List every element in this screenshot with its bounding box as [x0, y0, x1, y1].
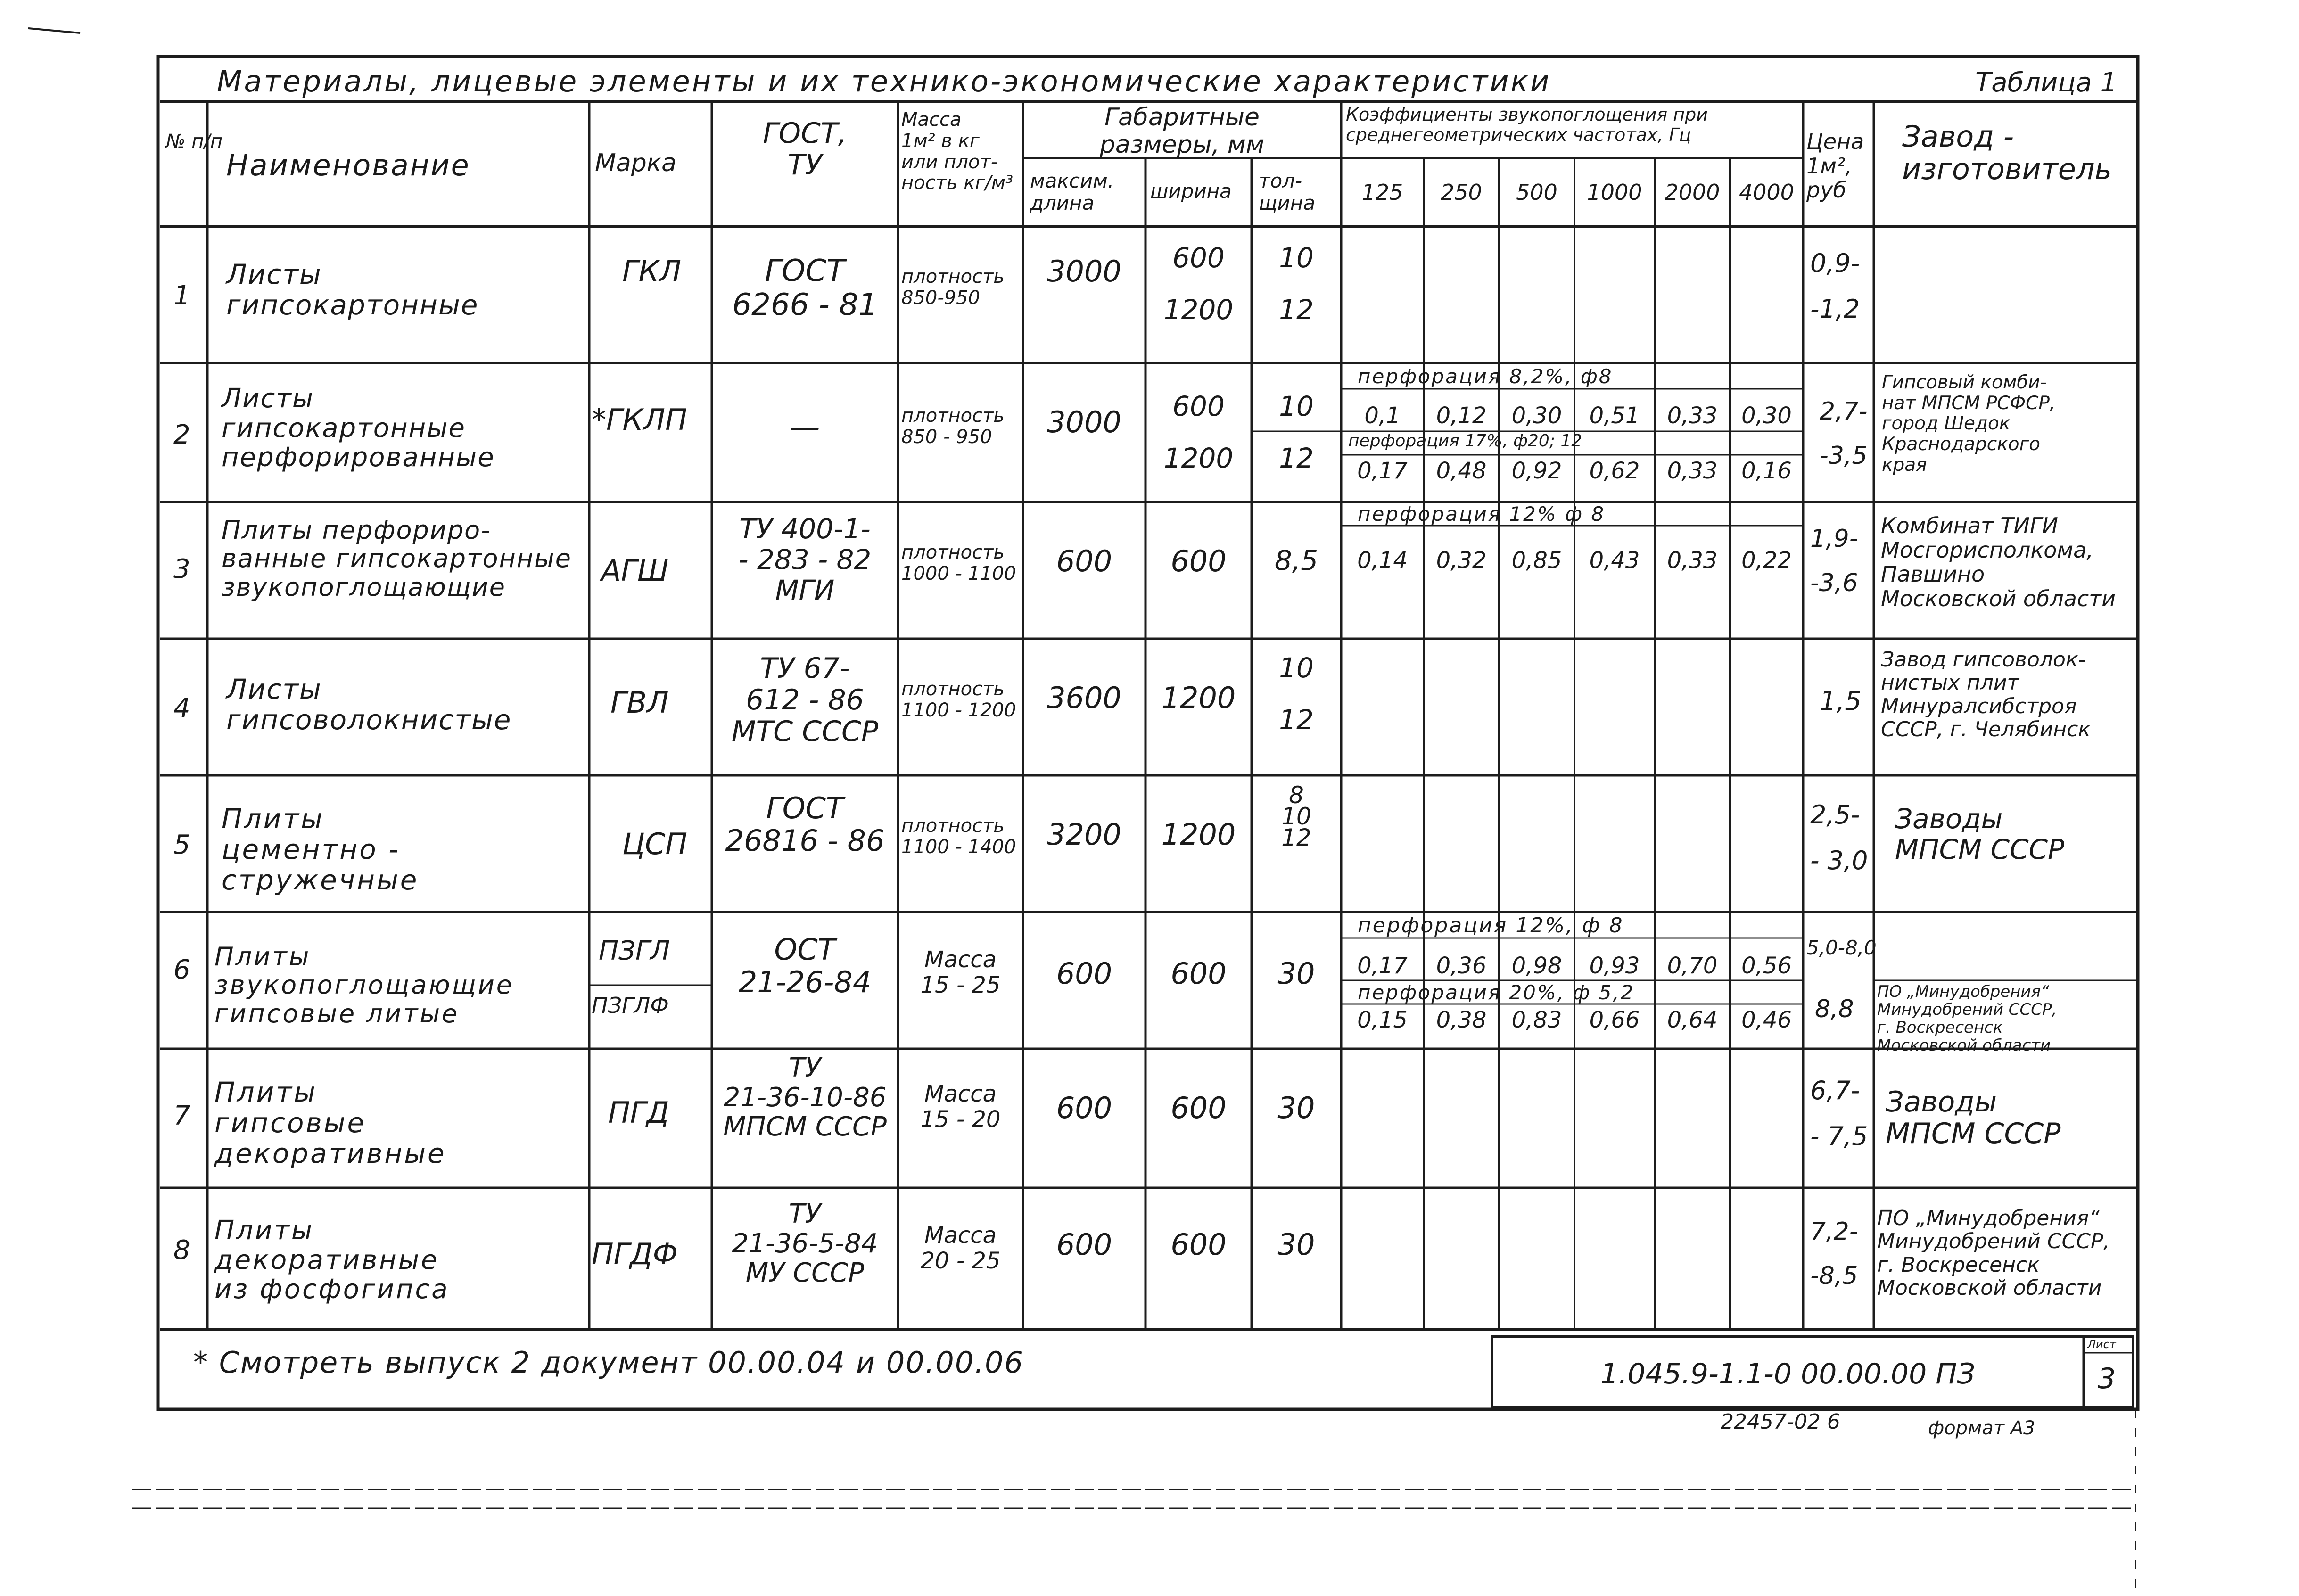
header-mass: Масса 1м² в кг или плот- ность кг/м³: [901, 109, 1014, 194]
coef-row3-4000: 0,22: [1741, 547, 1792, 574]
stamp-sheet-label: Лист: [2087, 1338, 2116, 1351]
row6-mark2: ПЗГЛФ: [592, 993, 669, 1018]
row2-name: Листы гипсокартонные перфорированные: [222, 383, 495, 473]
row3-num: 3: [173, 554, 190, 584]
freq-125: 125: [1361, 180, 1403, 205]
row1-num: 1: [173, 280, 190, 311]
row6-price2: 8,8: [1815, 995, 1854, 1023]
row7-length: 600: [1056, 1091, 1112, 1125]
row4-thickness: 10 12: [1279, 652, 1314, 736]
coef-row3-125: 0,14: [1357, 547, 1408, 574]
row5-width: 1200: [1161, 817, 1236, 852]
row8-price: 7,2- -8,5: [1810, 1218, 1858, 1290]
coef-row2-b-4000: 0,16: [1741, 458, 1792, 484]
coef-row3-250: 0,32: [1436, 547, 1487, 574]
row2-length: 3000: [1047, 405, 1121, 439]
coef-row6-b-125: 0,15: [1357, 1007, 1408, 1033]
row8-gost: ТУ 21-36-5-84 МУ СССР: [732, 1199, 878, 1289]
row1-width: 600 1200: [1163, 242, 1234, 326]
row8-length: 600: [1056, 1227, 1112, 1262]
row3-thickness: 8,5: [1274, 544, 1318, 576]
row5-length: 3200: [1047, 817, 1121, 852]
row1-gost: ГОСТ 6266 - 81: [732, 254, 878, 322]
footnote: * Смотреть выпуск 2 документ 00.00.04 и 00.00.06: [193, 1345, 1024, 1380]
row2-maker: Гипсовый комби- нат МПСМ РСФСР, город Шедок Краснодарского края: [1882, 372, 2056, 476]
coef-row6-a-125: 0,17: [1357, 953, 1408, 979]
format-label: формат А3: [1928, 1417, 2035, 1439]
row4-name: Листы гипсоволокнистые: [226, 673, 512, 736]
coef-row2-b-2000: 0,33: [1667, 458, 1718, 484]
coef-row2-a-250: 0,12: [1436, 403, 1487, 429]
coef-row6-b-500: 0,83: [1511, 1007, 1562, 1033]
table-title: Материалы, лицевые элементы и их технико-экономические характеристики: [217, 64, 1551, 99]
header-num: № п/п: [166, 131, 223, 152]
coef-row6-a-2000: 0,70: [1667, 953, 1718, 979]
row3-perforation: перфорация 12% ф 8: [1358, 502, 1606, 526]
coef-row6-b-4000: 0,46: [1741, 1007, 1792, 1033]
row6-price: 5,0-8,0: [1806, 936, 1877, 959]
freq-1000: 1000: [1587, 180, 1642, 205]
row4-num: 4: [173, 693, 190, 724]
row7-width: 600: [1170, 1091, 1227, 1125]
coef-row2-a-2000: 0,33: [1667, 403, 1718, 429]
coef-row2-b-250: 0,48: [1436, 458, 1487, 484]
row4-price: 1,5: [1820, 686, 1862, 716]
freq-4000: 4000: [1739, 180, 1795, 205]
row6-num: 6: [173, 954, 190, 985]
row7-maker: Заводы МПСМ СССР: [1886, 1086, 2061, 1151]
coef-row6-a-1000: 0,93: [1589, 953, 1640, 979]
row5-price: 2,5- - 3,0: [1810, 800, 1868, 876]
coef-row3-2000: 0,33: [1667, 547, 1718, 574]
row3-mass: плотность 1000 - 1100: [901, 542, 1016, 584]
header-gost: ГОСТ, ТУ: [763, 117, 847, 182]
row3-width: 600: [1170, 544, 1227, 578]
row1-mass: плотность 850-950: [901, 266, 1005, 309]
row6-perforation-b: перфорация 20%, ф 5,2: [1358, 981, 1635, 1004]
row2-num: 2: [173, 420, 190, 450]
row6-length: 600: [1056, 956, 1112, 991]
row3-price: 1,9- -3,6: [1810, 525, 1858, 597]
row3-length: 600: [1056, 544, 1112, 578]
row6-maker: ПО „Минудобрения“ Минудобрений СССР, г. Воскресенск Московской области: [1877, 982, 2057, 1055]
row2-thickness: 10 12: [1279, 390, 1314, 475]
coef-row2-a-1000: 0,51: [1589, 403, 1640, 429]
coef-row2-a-500: 0,30: [1511, 403, 1562, 429]
row2-perforation-a: перфорация 8,2%, ф8: [1358, 365, 1613, 388]
freq-500: 500: [1516, 180, 1557, 205]
row5-num: 5: [173, 830, 190, 860]
row7-mark: ПГД: [608, 1095, 669, 1130]
row4-gost: ТУ 67- 612 - 86 МТС СССР: [731, 652, 879, 749]
row4-maker: Завод гипсоволок- нистых плит Минуралсибстроя СССР, г. Челябинск: [1881, 648, 2091, 741]
header-dims: Габаритные размеры, мм: [1099, 103, 1265, 159]
header-maker: Завод - изготовитель: [1902, 119, 2112, 187]
row8-mark: ПГДФ: [592, 1237, 678, 1271]
row4-mass: плотность 1100 - 1200: [901, 678, 1016, 721]
row2-width: 600 1200: [1163, 390, 1234, 475]
header-mark: Марка: [595, 149, 677, 177]
row4-width: 1200: [1161, 681, 1236, 715]
row8-width: 600: [1170, 1227, 1227, 1262]
row5-mark: ЦСП: [622, 827, 688, 861]
coef-row6-b-2000: 0,64: [1667, 1007, 1718, 1033]
row1-length: 3000: [1047, 254, 1121, 288]
row6-thickness: 30: [1277, 956, 1315, 991]
row2-mass: плотность 850 - 950: [901, 405, 1005, 448]
row2-perforation-b: перфорация 17%, ф20; 12: [1348, 431, 1582, 451]
row6-width: 600: [1170, 956, 1227, 991]
row5-mass: плотность 1100 - 1400: [901, 815, 1016, 858]
header-dim-thickness: тол- щина: [1259, 169, 1316, 215]
row2-gost: —: [790, 410, 820, 445]
row5-maker: Заводы МПСМ СССР: [1895, 803, 2065, 865]
coef-row6-b-1000: 0,66: [1589, 1007, 1640, 1033]
row8-name: Плиты декоративные из фосфогипса: [214, 1215, 450, 1305]
header-name: Наименование: [226, 148, 470, 182]
row7-num: 7: [173, 1101, 190, 1131]
coef-row6-a-4000: 0,56: [1741, 953, 1792, 979]
stamp-code: 1.045.9-1.1-0 00.00.00 ПЗ: [1600, 1357, 1975, 1390]
header-dim-width: ширина: [1150, 180, 1232, 203]
coef-row2-a-125: 0,1: [1364, 403, 1401, 429]
coef-row3-1000: 0,43: [1589, 547, 1640, 574]
row7-mass: Масса 15 - 20: [920, 1081, 1001, 1133]
row8-num: 8: [173, 1235, 190, 1266]
coef-row6-a-500: 0,98: [1511, 953, 1562, 979]
coef-row2-b-500: 0,92: [1511, 458, 1562, 484]
row1-price: 0,9- -1,2: [1810, 248, 1860, 324]
row6-mass: Масса 15 - 25: [920, 946, 1001, 998]
row2-mark: *ГКЛП: [592, 403, 687, 437]
coef-row6-a-250: 0,36: [1436, 953, 1487, 979]
row3-mark: АГШ: [601, 553, 669, 588]
coef-row2-b-1000: 0,62: [1589, 458, 1640, 484]
header-dim-length: максим. длина: [1030, 169, 1114, 215]
coef-row2-a-4000: 0,30: [1741, 403, 1792, 429]
archive-number: 22457-02 6: [1721, 1410, 1840, 1434]
row6-gost: ОСТ 21-26-84: [738, 932, 872, 1000]
row3-name: Плиты перфориро- ванные гипсокартонные звукопоглощающие: [222, 515, 572, 602]
row7-gost: ТУ 21-36-10-86 МПСМ СССР: [723, 1053, 887, 1143]
row8-maker: ПО „Минудобрения“ Минудобрений СССР, г. Воскресенск Московской области: [1877, 1206, 2110, 1300]
row7-name: Плиты гипсовые декоративные: [214, 1076, 446, 1169]
freq-2000: 2000: [1665, 180, 1720, 205]
row7-price: 6,7- - 7,5: [1810, 1076, 1868, 1152]
row3-gost: ТУ 400-1- - 283 - 82 МГИ: [738, 513, 872, 606]
coef-row6-b-250: 0,38: [1436, 1007, 1487, 1033]
coef-row3-500: 0,85: [1511, 547, 1562, 574]
row3-maker: Комбинат ТИГИ Мосгорисполкома, Павшино Московской области: [1881, 513, 2116, 611]
row5-gost: ГОСТ 26816 - 86: [725, 791, 885, 858]
table-number: Таблица 1: [1975, 67, 2118, 98]
row6-mark: ПЗГЛ: [599, 936, 670, 966]
freq-250: 250: [1441, 180, 1482, 205]
row2-price: 2,7- -3,5: [1820, 397, 1868, 470]
row1-name: Листы гипсокартонные: [226, 258, 479, 321]
coef-row2-b-125: 0,17: [1357, 458, 1408, 484]
header-coefficients: Коэффициенты звукопоглощения при среднегеометрических частотах, Гц: [1346, 104, 1708, 145]
row1-mark: ГКЛ: [622, 254, 682, 288]
stamp-sheet-number: 3: [2098, 1362, 2116, 1395]
row5-thickness: 8 10 12: [1281, 782, 1311, 851]
row6-name: Плиты звукопоглощающие гипсовые литые: [214, 942, 514, 1028]
header-price: Цена 1м², руб: [1806, 129, 1864, 203]
row7-thickness: 30: [1277, 1091, 1315, 1125]
row1-thickness: 10 12: [1279, 242, 1314, 326]
row4-mark: ГВЛ: [610, 685, 669, 720]
row6-perforation-a: перфорация 12%, ф 8: [1358, 913, 1624, 938]
row8-mass: Масса 20 - 25: [920, 1222, 1001, 1274]
row8-thickness: 30: [1277, 1227, 1315, 1262]
row5-name: Плиты цементно - стружечные: [222, 803, 419, 896]
row4-length: 3600: [1047, 681, 1121, 715]
